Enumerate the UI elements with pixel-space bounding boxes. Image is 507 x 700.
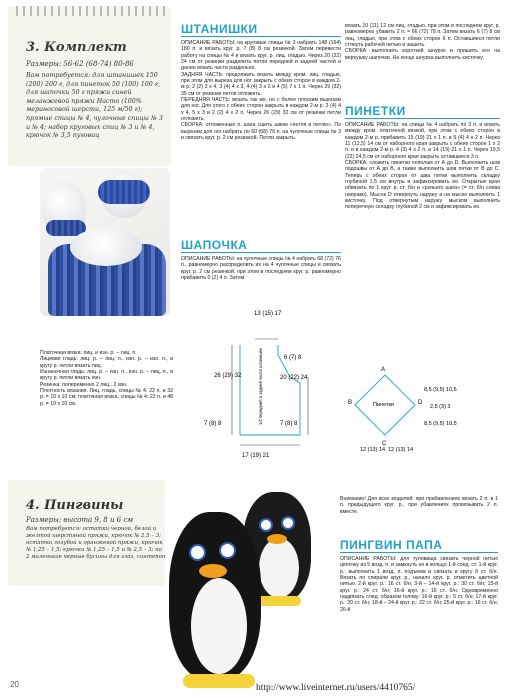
baby-set-photo [40, 168, 170, 316]
vnimanie-text: Внимание! Для всех моделей: при прибавлениях вязать 2 п. в 1 п. предыдущего круг. р., при убавлениях провязывать 2 п. вместе. [340, 496, 498, 515]
col3-p2: СБОРКА: выполнить короткий шнурок и пришить его на верхушку шапочки. На конце шнурка выполнить кисточку. [345, 48, 500, 61]
bootie-r2: 2,5 (3) 3 [430, 404, 451, 410]
shapochka-rule [181, 252, 341, 253]
shtanishki-p2: ЗАДНЯЯ ЧАСТЬ: продолжать вязать между кром. лиц. гладью, при этом для выреза для ног закрыть с обеих сторон в каждом 2-м р. 2 (2) 3 х 4, 3 (4) 4 х 3, 4 (4) 3 х 2 и 4 (5) 7 х 1 п. Через 29 (32) 35 см от резинки петли отложить. [181, 71, 341, 97]
komplekt-title: 3. Комплект [26, 40, 127, 55]
hat-left: 26 (29) 32 [214, 373, 242, 379]
pinetki-p1: ОПИСАНИЕ РАБОТЫ: на спицы № 4 набрать по 3 п. и вязать между кром. платочной вязкой, при этом с обеих сторон в каждом 2-м р. прибавить 15 (19) 21 х 1 п. и 5 (4) 4 х 2 п. Через 11 (12,5) 14 см от наборного края закрыть с обеих сторон 1 х 2 п. и в каждом 2-м р. 4 (3) 4 х 2 п. и 14 (19) 21 х 1 п. Через 19,5 (22) 24,5 см от наборного края закрыть оставшиеся 3 п. [345, 122, 500, 160]
bootie-label: Пинетки [373, 402, 394, 408]
penguin-big-eye-right [219, 542, 236, 559]
pinetki-text [345, 122, 500, 211]
legend-block [40, 350, 173, 407]
penguin-big-eye-left [189, 544, 206, 561]
pingviny-title: 4. Пингвины [26, 498, 124, 513]
penguin-small-belly [259, 538, 299, 598]
hat-center: 1/2 передней и задней части штанишек [258, 348, 263, 425]
penguin-small-eye-right [281, 516, 295, 530]
pingviny-needs: Вам потребуется: остатки черной, белой и желтой шерстяной пряжи, крючок № 2,5 – 3; остатки голубой и оранжевой пряжи, крючок № 1,25 – 1,5; крючки № 1,25 – 1,5 и № 2,5 – 3; по 2 маленькие черные бусины для глаз, синтепон [26, 526, 166, 560]
komplekt-note [8, 6, 171, 166]
penguin-big-feet [183, 674, 255, 688]
shtanishki-p3: ПЕРЕДНЯЯ ЧАСТЬ: вязать так же, но с более плоским вырезом для ног. Для этого с обеих сторон закрыть в каждом 2-м р. 3 (4) 4 х 4, 5 х 3 и 2 (2) 4 х 2 п. Через 26 (29) 32 см от резинки петли отложить. [181, 97, 341, 123]
hat-bottom: 17 (19) 21 [242, 453, 270, 459]
penguin-small-eye-left [259, 518, 273, 532]
hat-top: 13 (15) 17 [254, 311, 282, 317]
papa-heading: ПИНГВИН ПАПА [340, 538, 443, 552]
pingviny-sizes: Размеры: высота 9, 8 и 6 см [26, 516, 134, 524]
bootie-right-top [98, 180, 150, 204]
pingviny-note [8, 480, 168, 586]
hat-bot-left: 7 (8) 8 [204, 421, 222, 427]
legend-licevaya: Лицевая гладь: лиц. р. – лиц. п., изн. р. – изн. п., в кругу р. петли вязать лиц. [40, 356, 173, 369]
legend-plotnost: Плотность вязания. Лиц. гладь, спицы № 4: 22 п. и 32 р. = 10 х 10 см; платочная вязка, спицы № 4: 22 п. и 48 р. = 10 х 10 см. [40, 388, 173, 407]
bootie-r1: 8,5 (9,5) 10,5 [424, 387, 457, 393]
bootie-D: D [418, 400, 423, 406]
bootie-A: A [381, 367, 386, 373]
penguins-photo [165, 478, 330, 690]
pinetki-heading: ПИНЕТКИ [345, 104, 406, 118]
shtanishki-text [181, 40, 341, 142]
shapochka-heading: ШАПОЧКА [181, 238, 248, 252]
shtanishki-heading: ШТАНИШКИ [181, 22, 258, 36]
komplekt-needs: Вам потребуется: для штанишек 150 (200) 200 г, для пинеток 50 (100) 100 г, для шапочки 50 г пряжи синей меланжевой пряжи Насто (100% мериносовой шерсти, 125 м/50 г); прямые спицы № 4, чулочные спицы № 3 и № 4; набор круговых спиц № 3 и № 4, крючок № 3,5 пуговиц [26, 72, 163, 140]
note-spiral [16, 6, 166, 16]
pinetki-p2: СБОРКА: сложить пинетки пополам от А до D. Выполнить шов подошвы от А до В, а также выполнить шов пятки от В до С. Теперь с обеих сторон от шва пятки выполнить складку глубиной 1,5 см внутрь и зафиксировать ее. Открытые края обвязать по 1 круг. р. ст. б/н и «рачьего шага» (= ст. б/н слева направо). Мысок D отвернуть наружу и на мыске выполнить 1 кисточку. Под отвернутым наружу мыском выполнить поперечную складку глубиной 2 см и зафиксировать ее. [345, 160, 500, 211]
penguin-small-beak [267, 534, 287, 544]
shtanishki-rule [181, 36, 341, 37]
penguin-big-beak [199, 564, 227, 578]
papa-text: ОПИСАНИЕ РАБОТЫ: для туловища связать черной нитью цепочку из 5 возд. п. и замкнуть ее в кольцо 1-й соед. ст. 1-й круг. р.: выполнить 1 возд. п. подъема и связать в кругу 8 ст. б/н. Вязать по спирали круг. р., начало круг. р. отметить цветной нитью. 2-й круг. р.: 16 ст. б/н; 3-й – 14-й круг. р.: 30 ст. б/н; 15-й круг. р.: 24 ст. б/н; 16-й круг. р.: 16 ст. б/н. Одновременно надвязать след. образом голову: 16-й круг. р.: 5 ст. б/н; 17-й круг. р.: 20 ст. б/н; 18-й – 24-й круг. р.: 22 ст. б/н; 25-й круг. р.: 16 ст. б/н; 26-й [340, 556, 498, 613]
hat-right: 20 (22) 24 [280, 375, 308, 381]
pants-ball [70, 228, 142, 266]
source-url[interactable]: http://www.liveinternet.ru/users/4410765/ [256, 683, 416, 693]
legend-iznanochnaya: Изнаночная гладь: лиц. р. – изн. п., изн. р. – лиц. п., в кругу р. петли вязать изн. [40, 369, 173, 382]
komplekt-sizes: Размеры: 56-62 (68-74) 80-86 [26, 60, 134, 68]
bootie-B: B [348, 400, 353, 406]
papa-rule [340, 552, 498, 553]
bootie-b1: 12 (13) 14 [360, 447, 386, 453]
bootie-C: C [382, 441, 387, 447]
bootie-b2: 12 (13) 14 [388, 447, 414, 453]
shtanishki-p4: СБОРКА: отложенные п. шага сшить швом «петля в петлю». По вырезам для ног набрать по 60 (68) 76 п. на чулочные спицы № 3 и связать круг. р. 2 см резинкой. Петли закрыть. [181, 122, 341, 142]
hat-bot-right: 7 (8) 8 [280, 421, 298, 427]
legend-platochnaya: Платочная вязка: лиц. и изн. р. – лиц. п. [40, 350, 137, 356]
shtanishki-p1: ОПИСАНИЕ РАБОТЫ: на круговые спицы № 3 набрать 148 (164) 180 п. и вязать круг. р. 7 (8) 8 см резинкой. Затем перевести работу на спицы № 4 и вязать круг. р. лиц. гладью. Через 20 (22) 24 см от резинки разделить петли передней и задней частей и далее вязать части раздельно. [181, 40, 341, 72]
bootie-r3: 8,5 (9,5) 10,5 [424, 421, 457, 427]
page-number: 20 [10, 680, 19, 689]
hat-v1: 6 (7) 8 [284, 355, 302, 361]
col3-text [345, 23, 500, 61]
schematic [180, 305, 500, 465]
col3-p1: вязать 10 (11) 12 см лиц. гладью, при этом в последнем круг. р. равномерно убавить 2 п. = 66 (72) 78 п. Затем вязать 6 (7) 8 см лиц. гладью, при этом с обеих сторон 6 п. Оставшиеся петли стянуть рабочей нитью и зашить. [345, 23, 500, 49]
legend-rezinka: Резинка: попеременно 2 лиц., 2 изн. [40, 381, 128, 388]
shapochka-text: ОПИСАНИЕ РАБОТЫ: на чулочные спицы № 4 набрать 68 (72) 76 п., равномерно распределить их на 4 чулочные спицы и связать круг. р. 2 см резинкой, при этом в последнем круг. р. равномерно прибавить 0 (2) 4 п. Затем [181, 256, 341, 282]
penguin-big-belly [191, 578, 247, 674]
pinetki-rule [345, 118, 500, 119]
